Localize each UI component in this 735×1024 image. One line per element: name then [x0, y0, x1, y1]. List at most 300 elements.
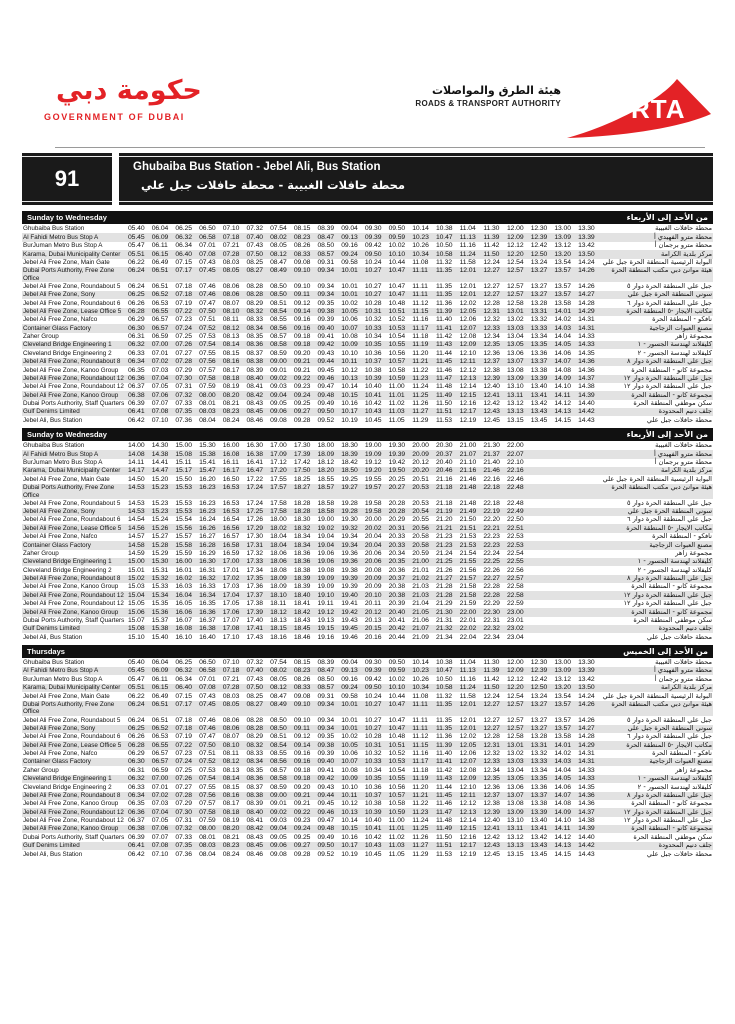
time-cell: 08.28 [246, 724, 263, 732]
time-cell: 13.45 [530, 850, 548, 858]
departure-times [128, 676, 602, 683]
time-cell: 07.03 [151, 366, 169, 374]
time-cell: 11.17 [412, 324, 429, 332]
station-name: Jebel Ali Free Zone, Roundabout 5 [23, 282, 121, 290]
time-cell: 17.58 [270, 499, 287, 507]
time-cell: 11.25 [412, 825, 429, 833]
time-cell: 16.01 [175, 566, 192, 574]
time-cell: 16.32 [199, 575, 216, 583]
time-cell: 08.13 [222, 333, 240, 341]
time-cell: 17.55 [270, 475, 287, 483]
station-name: Cleveland Bridge Engineering 2 [23, 566, 112, 574]
time-cell: 11.51 [435, 408, 452, 416]
time-cell: 21.03 [412, 583, 429, 591]
time-cell: 16.54 [222, 516, 240, 524]
time-cell: 10.58 [435, 250, 453, 258]
time-cell: 10.14 [341, 817, 358, 825]
timetable-row [22, 442, 713, 450]
time-cell: 17.50 [293, 467, 311, 475]
timetable-row [22, 600, 713, 608]
time-cell: 06.53 [151, 299, 169, 307]
time-cell: 06.59 [151, 333, 169, 341]
time-cell: 08.18 [222, 808, 240, 816]
time-cell: 20.35 [388, 558, 406, 566]
time-cell: 12.35 [483, 775, 500, 783]
time-cell: 14.06 [554, 783, 571, 791]
time-cell: 06.32 [175, 667, 192, 675]
station-name: Ghubaiba Bus Station [23, 442, 85, 450]
time-cell: 09.40 [317, 324, 335, 332]
time-cell: 19.09 [317, 575, 335, 583]
time-cell: 12.15 [459, 391, 477, 399]
time-cell: 10.23 [412, 233, 429, 241]
time-cell: 10.23 [412, 667, 429, 675]
time-cell: 22.29 [483, 600, 500, 608]
time-cell: 07.02 [151, 791, 169, 799]
time-cell: 07.47 [199, 733, 216, 741]
time-cell: 13.12 [554, 675, 571, 683]
time-cell: 12.10 [459, 349, 477, 357]
time-cell: 22.57 [507, 575, 524, 583]
time-cell: 20.09 [412, 450, 429, 458]
time-cell: 07.19 [175, 733, 192, 741]
station-name-arabic: كليفلاند لهندسة الجسور - ١ [637, 774, 712, 783]
time-cell: 09.50 [388, 225, 406, 233]
time-cell: 07.01 [151, 783, 169, 791]
time-cell: 21.07 [412, 625, 429, 633]
time-cell: 08.23 [293, 667, 311, 675]
time-cell: 20.04 [364, 533, 382, 541]
time-cell: 08.47 [270, 692, 287, 700]
time-cell: 08.36 [246, 775, 263, 783]
departure-times [128, 625, 602, 632]
time-cell: 14.31 [578, 324, 595, 332]
time-cell: 06.50 [199, 659, 216, 667]
time-cell: 10.47 [388, 282, 406, 290]
time-cell: 22.26 [483, 566, 500, 574]
time-cell: 09.13 [341, 667, 358, 675]
station-name-arabic: سكن موظفي المنطقة الحرة [633, 399, 712, 408]
time-cell: 12.38 [483, 366, 500, 374]
time-cell: 09.34 [317, 267, 335, 275]
time-cell: 12.40 [483, 383, 500, 391]
time-cell: 17.24 [246, 499, 263, 507]
station-name-arabic: جبل علي المنطقة الحرة دوار ١٢ [623, 373, 712, 382]
time-cell: 12.16 [459, 833, 477, 841]
time-cell: 07.50 [246, 250, 263, 258]
time-cell: 11.11 [412, 291, 428, 299]
time-cell: 19.41 [341, 600, 358, 608]
time-cell: 08.50 [317, 242, 335, 250]
departure-times [128, 609, 602, 616]
time-cell: 13.45 [530, 416, 548, 424]
station-name-arabic: جبل علي المنطقة الحرة دوار ٦ [627, 298, 712, 307]
time-cell: 09.02 [270, 808, 287, 816]
station-name-arabic: مصنع العبوات الزجاجية [649, 323, 712, 332]
time-cell: 08.37 [246, 783, 263, 791]
time-cell: 08.39 [246, 366, 263, 374]
time-cell: 07.27 [175, 783, 192, 791]
time-cell: 08.42 [246, 391, 263, 399]
time-cell: 22.56 [507, 566, 524, 574]
time-cell: 21.49 [459, 508, 477, 516]
time-cell: 14.36 [578, 358, 595, 366]
time-cell: 10.47 [388, 700, 406, 708]
time-cell: 08.38 [246, 791, 263, 799]
time-cell: 18.00 [317, 442, 335, 450]
time-cell: 16.02 [175, 575, 192, 583]
time-cell: 15.57 [175, 533, 192, 541]
time-cell: 13.05 [507, 341, 524, 349]
time-cell: 08.21 [222, 400, 240, 408]
time-cell: 20.36 [388, 566, 406, 574]
time-cell: 07.45 [199, 267, 216, 275]
time-cell: 09.05 [270, 400, 287, 408]
time-cell: 14.27 [578, 724, 595, 732]
time-cell: 07.08 [199, 250, 216, 258]
station-name-arabic: محطة حافلات الغبيبة [655, 441, 712, 450]
station-name: Jebel Ali Free Zone, Nafco [23, 750, 98, 758]
departure-times [128, 592, 602, 599]
time-cell: 06.59 [151, 766, 169, 774]
time-cell: 11.19 [412, 341, 429, 349]
time-cell: 12.27 [483, 291, 500, 299]
time-cell: 10.05 [341, 307, 358, 315]
station-name-arabic: جبل علي المنطقة الحرة دوار ٦ [627, 732, 712, 741]
time-cell: 09.52 [317, 850, 335, 858]
time-cell: 13.24 [530, 258, 548, 266]
time-cell: 12.33 [483, 758, 500, 766]
time-cell: 11.35 [435, 724, 452, 732]
time-cell: 18.28 [293, 499, 311, 507]
time-cell: 17.58 [270, 508, 287, 516]
time-cell: 16.03 [175, 583, 192, 591]
time-cell: 13.34 [530, 766, 548, 774]
station-name: Karama, Dubai Municipality Center [23, 250, 121, 258]
time-cell: 11.53 [435, 416, 452, 424]
time-cell: 14.12 [554, 833, 571, 841]
timetable-row [22, 333, 713, 341]
time-cell: 06.25 [128, 724, 145, 732]
station-name-arabic: هيئة موانئ دبي مكتب المنطقة الحرة [611, 266, 712, 275]
station-name: Ghubaiba Bus Station [23, 659, 85, 667]
time-cell: 06.40 [175, 250, 192, 258]
time-cell: 14.07 [554, 791, 571, 799]
time-cell: 13.11 [507, 391, 524, 399]
station-name: Dubai Ports Authority, Free Zone Office [23, 267, 115, 282]
time-cell: 10.59 [388, 374, 406, 382]
time-cell: 10.53 [388, 324, 406, 332]
station-name-arabic: جبل علي المنطقة الحرة دوار ٦ [627, 515, 712, 524]
time-cell: 11.50 [435, 400, 452, 408]
time-cell: 09.59 [388, 667, 406, 675]
time-cell: 10.28 [364, 299, 382, 307]
time-cell: 09.24 [341, 250, 358, 258]
time-cell: 13.12 [507, 833, 524, 841]
timetable-row [22, 692, 713, 700]
time-cell: 11.30 [483, 659, 500, 667]
time-cell: 06.57 [151, 750, 169, 758]
time-cell: 09.52 [317, 416, 335, 424]
timetable-row [22, 842, 713, 850]
time-cell: 07.24 [175, 758, 192, 766]
station-name: Cleveland Bridge Engineering 2 [23, 783, 112, 791]
time-cell: 20.10 [364, 591, 382, 599]
time-cell: 21.57 [459, 575, 477, 583]
time-cell: 10.37 [364, 358, 382, 366]
time-cell: 12.45 [483, 850, 500, 858]
time-cell: 10.58 [435, 684, 453, 692]
time-cell: 07.08 [151, 408, 169, 416]
time-cell: 10.38 [435, 659, 453, 667]
station-name-arabic: مجموعة زاهر [675, 548, 712, 557]
time-cell: 12.31 [483, 307, 500, 315]
time-cell: 06.26 [128, 733, 145, 741]
time-cell: 13.42 [530, 833, 548, 841]
time-cell: 11.58 [459, 692, 476, 700]
time-cell: 08.07 [222, 733, 240, 741]
time-cell: 09.48 [317, 391, 335, 399]
time-cell: 20.42 [388, 625, 406, 633]
time-cell: 07.10 [151, 416, 169, 424]
station-name-arabic: جبل علي المنطقة الحرة دوار ٥ [627, 281, 712, 290]
time-cell: 08.29 [246, 733, 263, 741]
time-cell: 12.50 [530, 684, 548, 692]
time-cell: 20.46 [435, 467, 453, 475]
time-cell: 12.57 [507, 700, 524, 708]
time-cell: 05.45 [128, 667, 145, 675]
time-cell: 09.10 [293, 282, 311, 290]
time-cell: 09.34 [317, 724, 335, 732]
departure-times [128, 467, 602, 474]
time-cell: 14.40 [578, 400, 595, 408]
time-cell: 13.02 [507, 316, 524, 324]
time-cell: 11.35 [435, 267, 452, 275]
time-cell: 15.01 [128, 566, 145, 574]
time-cell: 20.33 [388, 541, 406, 549]
time-cell: 07.43 [246, 242, 263, 250]
time-cell: 18.45 [293, 625, 311, 633]
government-of-dubai-logo [44, 76, 234, 122]
station-name: Cleveland Bridge Engineering 1 [23, 558, 112, 566]
time-cell: 18.30 [293, 516, 311, 524]
time-cell: 11.21 [412, 791, 429, 799]
station-name: Jebel Ali Free Zone, Kanoo Group [23, 391, 119, 399]
time-cell: 19.28 [341, 508, 358, 516]
time-cell: 12.42 [530, 242, 548, 250]
time-cell: 10.11 [341, 358, 358, 366]
time-cell: 13.10 [507, 817, 524, 825]
time-cell: 11.17 [412, 758, 429, 766]
timetable-row [22, 282, 713, 290]
timetable-section [22, 211, 713, 425]
time-cell: 22.53 [507, 541, 524, 549]
departure-times [128, 567, 602, 574]
timetable-row [22, 808, 713, 816]
time-cell: 07.26 [175, 775, 192, 783]
time-cell: 07.15 [175, 258, 192, 266]
time-cell: 18.39 [293, 583, 311, 591]
time-cell: 14.58 [128, 541, 145, 549]
time-cell: 09.28 [293, 850, 311, 858]
time-cell: 07.25 [175, 333, 192, 341]
time-cell: 21.51 [459, 524, 477, 532]
time-cell: 09.13 [341, 233, 358, 241]
time-cell: 11.16 [459, 675, 476, 683]
time-cell: 17.24 [246, 484, 263, 492]
time-cell: 11.03 [388, 408, 405, 416]
time-cell: 22.18 [483, 499, 500, 507]
station-name: Jebel Ali Free Zone, Kanoo Group [23, 825, 119, 833]
time-cell: 08.42 [246, 825, 263, 833]
time-cell: 22.01 [459, 616, 477, 624]
time-cell: 15.56 [175, 524, 192, 532]
time-cell: 17.39 [293, 450, 311, 458]
time-cell: 22.28 [483, 583, 500, 591]
time-cell: 14.29 [578, 741, 595, 749]
time-cell: 19.34 [341, 541, 358, 549]
time-cell: 07.10 [151, 850, 169, 858]
time-cell: 13.57 [554, 282, 571, 290]
time-cell: 20.44 [388, 633, 406, 641]
route-title: Ghubaiba Bus Station - Jebel Ali, Bus Station [133, 161, 381, 173]
time-cell: 08.34 [246, 324, 263, 332]
timetable-row [22, 358, 713, 366]
time-cell: 21.00 [412, 558, 429, 566]
time-cell: 07.40 [246, 667, 263, 675]
time-cell: 11.11 [412, 282, 428, 290]
time-cell: 18.09 [270, 575, 287, 583]
time-cell: 15.41 [199, 458, 216, 466]
time-cell: 10.09 [341, 341, 358, 349]
time-cell: 11.45 [435, 791, 452, 799]
time-cell: 11.49 [435, 825, 452, 833]
time-cell: 08.50 [270, 282, 287, 290]
time-cell: 10.36 [364, 783, 382, 791]
time-cell: 21.34 [435, 633, 453, 641]
time-cell: 17.25 [246, 508, 263, 516]
time-cell: 07.00 [151, 775, 169, 783]
time-cell: 15.23 [151, 499, 169, 507]
time-cell: 13.05 [507, 775, 524, 783]
time-cell: 07.51 [199, 316, 216, 324]
time-cell: 10.24 [364, 692, 382, 700]
time-cell: 14.35 [578, 349, 595, 357]
time-cell: 09.35 [317, 299, 335, 307]
time-cell: 18.04 [270, 533, 287, 541]
station-name-arabic: كليفلاند لهندسة الجسور - ١ [637, 340, 712, 349]
departure-times [128, 283, 602, 290]
station-name: Jebel Ali Free Zone, Roundabout 8 [23, 575, 121, 583]
time-cell: 15.05 [128, 600, 145, 608]
timetable-row [22, 391, 713, 399]
timetable-row [22, 701, 713, 717]
time-cell: 10.01 [341, 700, 358, 708]
station-name-arabic: مركز بلدية الكرامة [660, 683, 712, 692]
time-cell: 10.34 [412, 250, 429, 258]
time-cell: 11.24 [412, 817, 429, 825]
time-cell: 06.57 [151, 316, 169, 324]
time-cell: 20.34 [388, 549, 406, 557]
time-cell: 18.12 [270, 608, 287, 616]
time-cell: 09.01 [270, 800, 287, 808]
time-cell: 11.15 [412, 307, 429, 315]
time-cell: 09.25 [293, 833, 311, 841]
time-cell: 12.17 [459, 408, 477, 416]
time-cell: 14.13 [554, 408, 571, 416]
station-name: Gulf Denims Limited [23, 625, 80, 633]
time-cell: 11.58 [459, 258, 476, 266]
timetable-row [22, 475, 713, 483]
time-cell: 08.50 [270, 291, 287, 299]
time-cell: 08.15 [222, 349, 240, 357]
departure-times [128, 659, 602, 666]
time-cell: 16.35 [199, 600, 216, 608]
time-cell: 14.42 [578, 408, 595, 416]
time-cell: 09.04 [341, 225, 358, 233]
time-cell: 12.27 [483, 267, 500, 275]
time-cell: 12.11 [459, 791, 476, 799]
time-cell: 14.29 [578, 307, 595, 315]
time-cell: 09.16 [293, 758, 311, 766]
time-cell: 18.06 [270, 558, 287, 566]
time-cell: 08.26 [293, 242, 311, 250]
time-cell: 17.01 [222, 566, 240, 574]
time-cell: 09.31 [317, 692, 335, 700]
time-cell: 14.38 [578, 383, 595, 391]
time-cell: 16.00 [222, 442, 240, 450]
time-cell: 06.24 [128, 700, 145, 708]
station-name-arabic: كليفلاند لهندسة الجسور - ١ [637, 557, 712, 566]
time-cell: 07.52 [199, 324, 216, 332]
time-cell: 10.19 [341, 416, 358, 424]
rta-logo-block [415, 76, 713, 142]
station-name: Zaher Group [23, 766, 59, 774]
time-cell: 10.35 [364, 341, 382, 349]
time-cell: 06.04 [151, 225, 169, 233]
time-cell: 13.37 [530, 791, 548, 799]
time-cell: 06.36 [128, 808, 145, 816]
time-cell: 13.43 [530, 408, 548, 416]
time-cell: 11.12 [412, 299, 429, 307]
time-cell: 14.53 [128, 499, 145, 507]
time-cell: 06.15 [151, 250, 169, 258]
time-cell: 07.55 [199, 349, 216, 357]
time-cell: 10.36 [364, 349, 382, 357]
station-name-arabic: مركز بلدية الكرامة [660, 249, 712, 258]
time-cell: 08.13 [222, 766, 240, 774]
svg-text:RTA: RTA [631, 94, 686, 124]
station-name-arabic: محطة حافلات الغبيبة [655, 658, 712, 667]
departure-times [128, 451, 602, 458]
time-cell: 10.45 [364, 416, 382, 424]
time-cell: 12.28 [483, 299, 500, 307]
time-cell: 19.50 [388, 467, 406, 475]
time-cell: 20.40 [435, 458, 453, 466]
time-cell: 13.15 [507, 850, 524, 858]
time-cell: 08.29 [246, 299, 263, 307]
time-cell: 18.36 [293, 558, 311, 566]
time-cell: 12.54 [507, 692, 524, 700]
time-cell: 18.57 [317, 484, 335, 492]
time-cell: 18.58 [317, 508, 335, 516]
time-cell: 15.33 [151, 583, 169, 591]
time-cell: 09.08 [270, 850, 287, 858]
station-name-arabic: محطة مترو برجمان أ [654, 457, 712, 466]
time-cell: 15.30 [199, 442, 216, 450]
time-cell: 17.29 [246, 524, 263, 532]
time-cell: 19.39 [341, 575, 358, 583]
